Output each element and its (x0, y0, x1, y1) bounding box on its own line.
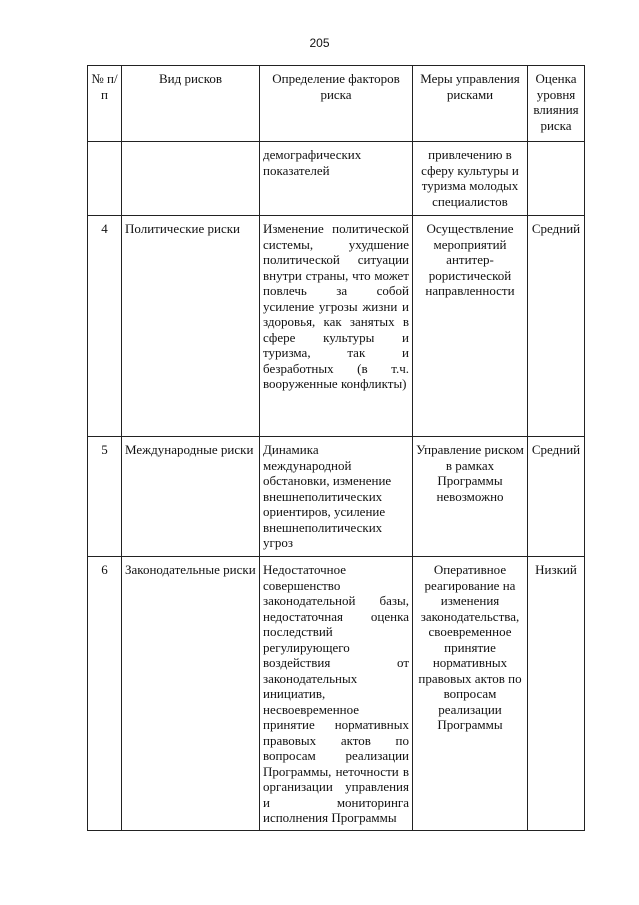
risk-type: Законодательные риски (122, 557, 260, 831)
impact-level: Низкий (528, 557, 585, 831)
table-header-row (88, 66, 585, 142)
row-number: 5 (88, 437, 122, 557)
risk-type: Международные риски (122, 437, 260, 557)
impact-level (528, 142, 585, 216)
risk-type: Политические риски (122, 216, 260, 437)
risk-type (122, 142, 260, 216)
management-measures: Управление риском в рамках Программы невозможно (413, 437, 528, 557)
header-impact-level: Оценка уровня влияния риска (528, 66, 585, 142)
management-measures: Оперативное реагирование на изменения законодательства, своевременное принятие нормативных правовых актов по вопросам реализации Программы (413, 557, 528, 831)
table-row (88, 557, 585, 831)
header-risk-type: Вид рисков (122, 66, 260, 142)
impact-level: Средний (528, 437, 585, 557)
management-measures: привлечению в сферу культуры и туризма молодых специалистов (413, 142, 528, 216)
header-number: № п/п (88, 66, 122, 142)
table-row (88, 437, 585, 557)
header-risk-factors: Определение факторов риска (260, 66, 413, 142)
row-number (88, 142, 122, 216)
risk-factors: демографических показателей (260, 142, 413, 216)
impact-level: Средний (528, 216, 585, 437)
management-measures: Осуществление мероприятий антитер-рористической направленности (413, 216, 528, 437)
table-row (88, 142, 585, 216)
table-row (88, 216, 585, 437)
row-number: 4 (88, 216, 122, 437)
header-management-measures: Меры управления рисками (413, 66, 528, 142)
risk-factors: Недостаточное совершенство законодательной базы, недостаточная оценка последствий регулирующего воздействия от законодательных инициатив, несвоевременное принятие нормативных правовых актов по вопросам реализации Программы, неточности в организации управления и мониторинга исполнения Программы (260, 557, 413, 831)
risk-factors: Динамика международной обстановки, изменение внешнеполитических ориентиров, усиление внешнеполитических угроз (260, 437, 413, 557)
page-number: 205 (309, 36, 330, 50)
risk-factors: Изменение политической системы, ухудшение политической ситуации внутри страны, что может повлечь за собой усиление угрозы жизни и здоровья, как занятых в сфере культуры и туризма, так и безработных (в т.ч. вооруженные конфликты) (260, 216, 413, 437)
risk-table (87, 65, 585, 831)
row-number: 6 (88, 557, 122, 831)
